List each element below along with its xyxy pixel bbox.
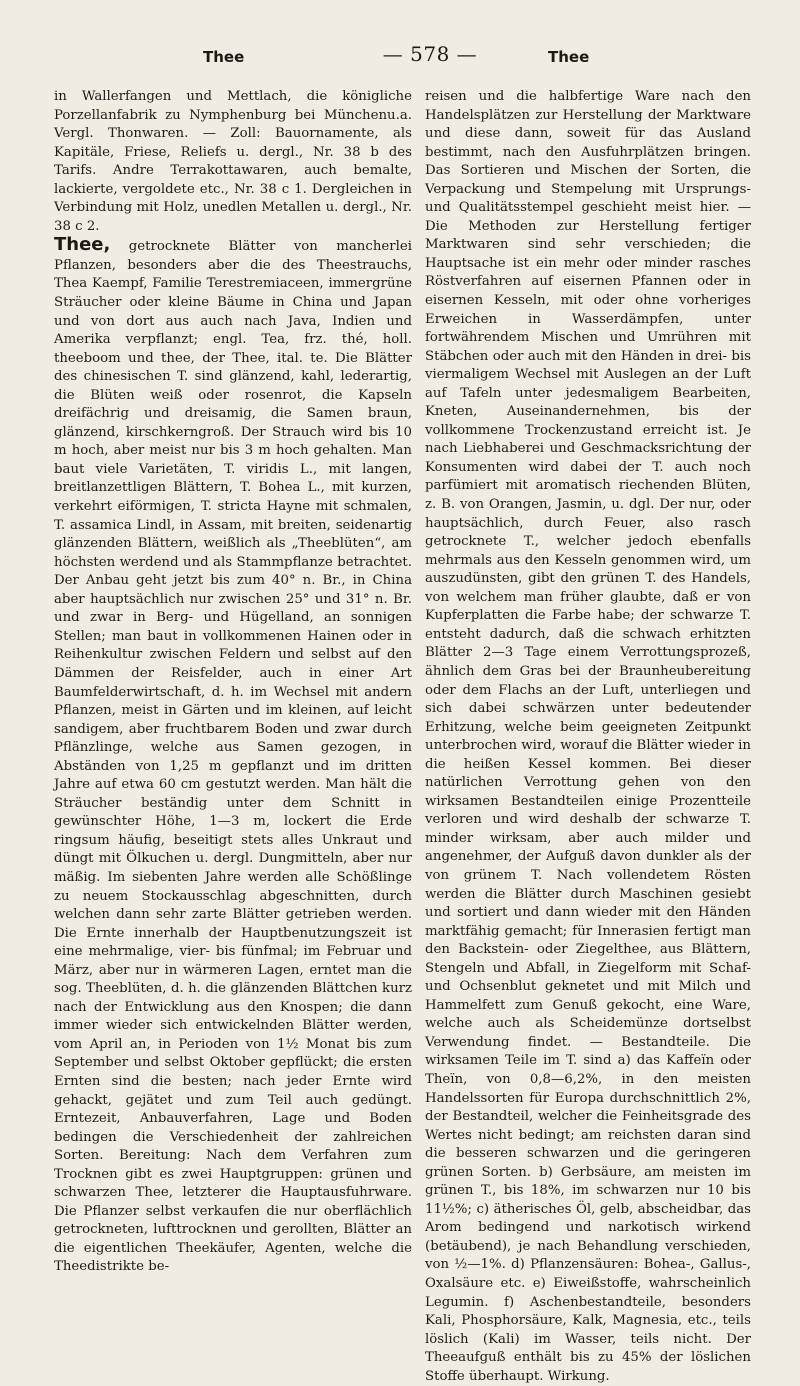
page-number: — 578 — bbox=[382, 42, 478, 66]
thee-entry-text: getrocknete Blätter von mancherlei Pflanzen, besonders aber die des Theestrauchs, Thea Kaempf, Familie Terestremiaceen, immergrüne Sträucher oder kleine Bäume in China und Japan und von dort aus auch nach Java, Indien und Amerika verpflanzt; engl. Tea, frz. thé, holl. theeboom und thee, der Thee, ital. te. Die Blätter des chinesischen T. sind glänzend, kahl, lederartig, die Blüten weiß oder rosenrot, die Kapseln dreifächrig und dreisamig, die Samen braun, glänzend, kirschkerngroß. Der Strauch wird bis 10 m hoch, aber meist nur bis 3 m hoch gehalten. Man baut viele Varietäten, T. viridis L., mit langen, breitlanzettligen Blättern, T. Bohea L., mit kurzen, verkehrt eiförmigen, T. stricta Hayne mit schmalen, T. assamica Lindl, in Assam, mit breiten, seidenartig glänzenden Blättern, weißlich als „Theeblüten“, am höchsten werdend und als Stammpflanze betrachtet. Der Anbau geht jetzt bis zum 40° n. Br., in China aber hauptsächlich nur zwischen 25° und 31° n. Br. und zwar in Berg- und Hügelland, an sonnigen Stellen; man baut in vollkommenen Hainen oder in Reihenkultur zwischen Feldern und selbst auf den Dämmen der Reisfelder, auch in einer Art Baumfelderwirtschaft, d. h. im Wechsel mit andern Pflanzen, meist in Gärten und im kleinen, auf leicht sandigem, aber fruchtbarem Boden und zwar durch Pflänzlinge, welche aus Samen gezogen, in Abständen von 1,25 m gepflanzt und im dritten Jahre auf etwa 60 cm gestutzt werden. Man hält die Sträucher beständig unter dem Schnitt in gewünschter Höhe, 1—3 m, lockert die Erde ringsum häufig, beseitigt stets alles Unkraut und düngt mit Ölkuchen u. dergl. Dungmitteln, aber nur mäßig. Im siebenten Jahre werden alle Schößlinge zu neuem Stockausschlag abgeschnitten, durch welchen dann sehr zarte Blätter getrieben werden. Die Ernte innerhalb der Hauptbenutzungszeit ist eine mehrmalige, vier- bis fünfmal; im Februar und März, aber nur in wärmeren Lagen, erntet man die sog. Theeblüten, d. h. die glänzenden Blättchen kurz nach der Entwicklung aus den Knospen; die dann immer wieder sich entwickelnden Blätter werden, vom April an, in Perioden von 1½ Monat bis zum September und selbst Oktober gepflückt; die ersten Ernten sind die besten; nach jeder Ernte wird gehackt, gejätet und zum Teil auch gedüngt. Erntezeit, Anbauverfahren, Lage und Boden bedingen die Verschiedenheit der zahlreichen Sorten. Bereitung: Nach dem Verfahren zum Trocknen gibt es zwei Hauptgruppen: grünen und schwarzen Thee, letzterer die Hauptausfuhrware. Die Pflanzer selbst verkaufen die nur oberflächlich getrockneten, lufttrocknen und gerollten, Blätter an die eigentlichen Theekäufer, Agenten, welche die Theedistrikte be- bbox=[54, 239, 412, 1275]
left-column bbox=[54, 88, 412, 1275]
terrakotta-entry-end: in Wallerfangen und Mettlach, die königliche Porzellanfabrik zu Nymphenburg bei Münchenu.a. Vergl. Thonwaren. — Zoll: Bauornamente, als Kapitäle, Friese, Reliefs u. dergl., Nr. 38 b des Tarifs. Andre Terrakottawaren, auch bemalte, lackierte, vergoldete etc., Nr. 38 c 1. Dergleichen in Verbindung mit Holz, unedlen Metallen u. dergl., Nr. 38 c 2. bbox=[54, 89, 412, 234]
header-right-keyword: Thee bbox=[548, 48, 590, 66]
header-left-keyword: Thee bbox=[203, 48, 245, 66]
thee-entry-continued: reisen und die halbfertige Ware nach den Handelsplätzen zur Herstellung der Marktware und diese dann, soweit für das Ausland bestimmt, nach den Ausfuhrplätzen bringen. Das Sortieren und Mischen der Sorten, die Verpackung und Stempelung mit Ursprungs- und Qualitätsstempel geschieht meist hier. — Die Methoden zur Herstellung fertiger Marktwaren sind sehr verschieden; die Hauptsache ist ein mehr oder minder rasches Röstverfahren auf eisernen Pfannen oder in eisernen Kesseln, mit oder ohne vorheriges Erweichen in Wasserdämpfen, unter fortwährendem Mischen und Umrühren mit Stäbchen oder auch mit den Händen in drei- bis viermaligem Wechsel mit Auslegen an der Luft auf Tafeln unter jedesmaligem Bearbeiten, Kneten, Auseinandernehmen, bis der vollkommene Trockenzustand erreicht ist. Je nach Liebhaberei und Geschmacksrichtung der Konsumenten wird dabei der T. auch noch parfümiert mit aromatisch riechenden Blüten, z. B. von Orangen, Jasmin, u. dgl. Der nur, oder hauptsächlich, durch Feuer, also rasch getrocknete T., welcher jedoch ebenfalls mehrmals aus den Kesseln genommen wird, um auszudünsten, gibt den grünen T. des Handels, von welchem man früher glaubte, daß er von Kupferplatten die Farbe habe; der schwarze T. entsteht dadurch, daß die schwach erhitzten Blätter 2—3 Tage einem Verrottungsprozeß, ähnlich dem Gras bei der Braunheubereitung oder dem Flachs an der Luft, unterliegen und sich dabei schwärzen unter bedeutender Erhitzung, welche beim geeigneten Zeitpunkt unterbrochen wird, worauf die Blätter wieder in die heißen Kessel kommen. Bei dieser natürlichen Verrottung gehen von den wirksamen Bestandteilen einige Prozentteile verloren und wird deshalb der schwarze T. minder wirksam, aber auch milder und angenehmer, der Aufguß davon dunkler als der von grünem T. Nach vollendetem Rösten werden die Blätter durch Maschinen gesiebt und sortiert und dann wieder mit den Händen marktfähig gemacht; für Innerasien fertigt man den Backstein- oder Ziegelthee, aus Blättern, Stengeln und Abfall, in Ziegelform mit Schaf- und Ochsenblut geknetet und mit Milch und Hammelfett zum Genuß gekocht, eine Ware, welche auch als Scheidemünze dortselbst Verwendung findet. — Bestandteile. Die wirksamen Teile im T. sind a) das Kaffeïn oder Theïn, von 0,8—6,2%, in den meisten Handelssorten für Europa durchschnittlich 2%, der Bestandteil, welcher die Feinheitsgrade des Wertes nicht bedingt; am reichsten daran sind die besseren schwarzen und die geringeren grünen Sorten. b) Gerbsäure, am meisten im grünen T., bis 18%, im schwarzen nur 10 bis 11½%; c) ätherisches Öl, gelb, abscheidbar, das Arom bedingend und narkotisch wirkend (betäubend), je nach Behandlung verschieden, von ½—1%. d) Pflanzensäuren: Bohea-, Gallus-, Oxalsäure etc. e) Eiweißstoffe, wahrscheinlich Legumin. f) Aschenbestandteile, besonders Kali, Phosphorsäure, Kalk, Magnesia, etc., teils löslich (Kali) im Wasser, teils nicht. Der Theeaufguß enthält bis zu 45% der löslichen Stoffe überhaupt. Wirkung. bbox=[425, 89, 751, 1384]
entry-headword: Thee, bbox=[54, 234, 111, 256]
running-header bbox=[55, 42, 755, 72]
thee-entry bbox=[54, 236, 412, 1277]
right-column bbox=[425, 88, 751, 1384]
